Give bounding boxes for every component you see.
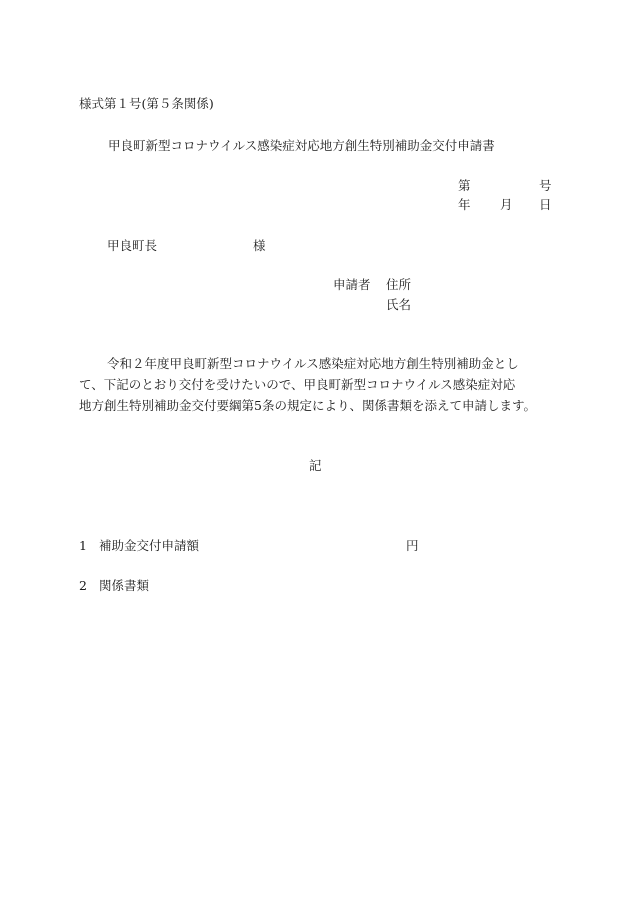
ki-heading: 記: [309, 458, 322, 473]
form-number: 様式第１号(第５条関係): [79, 96, 214, 111]
item-label: 関係書類: [99, 578, 150, 593]
body-text-line: 地方創生特別補助金交付要綱第5条の規定により、関係書類を添えて申請します。: [79, 398, 536, 413]
date-day-label: 日: [539, 197, 552, 212]
body-text-line: 令和２年度甲良町新型コロナウイルス感染症対応地方創生特別補助金とし: [107, 356, 519, 371]
applicant-label: 申請者: [333, 277, 371, 292]
applicant-address-label: 住所: [386, 277, 412, 292]
addressee-name: 甲良町長: [107, 238, 158, 253]
date-month-label: 月: [500, 197, 513, 212]
document-title: 甲良町新型コロナウイルス感染症対応地方創生特別補助金交付申請書: [108, 138, 495, 153]
item-unit: 円: [406, 538, 419, 553]
reference-number-suffix: 号: [539, 178, 552, 193]
item-number: 2: [79, 578, 87, 593]
item-label: 補助金交付申請額: [99, 538, 200, 553]
date-year-label: 年: [458, 197, 471, 212]
body-text-line: て、下記のとおり交付を受けたいので、甲良町新型コロナウイルス感染症対応: [79, 377, 516, 392]
item-number: 1: [79, 538, 87, 553]
applicant-name-label: 氏名: [386, 297, 412, 312]
addressee-honorific: 様: [253, 238, 266, 253]
reference-number-prefix: 第: [458, 178, 471, 193]
